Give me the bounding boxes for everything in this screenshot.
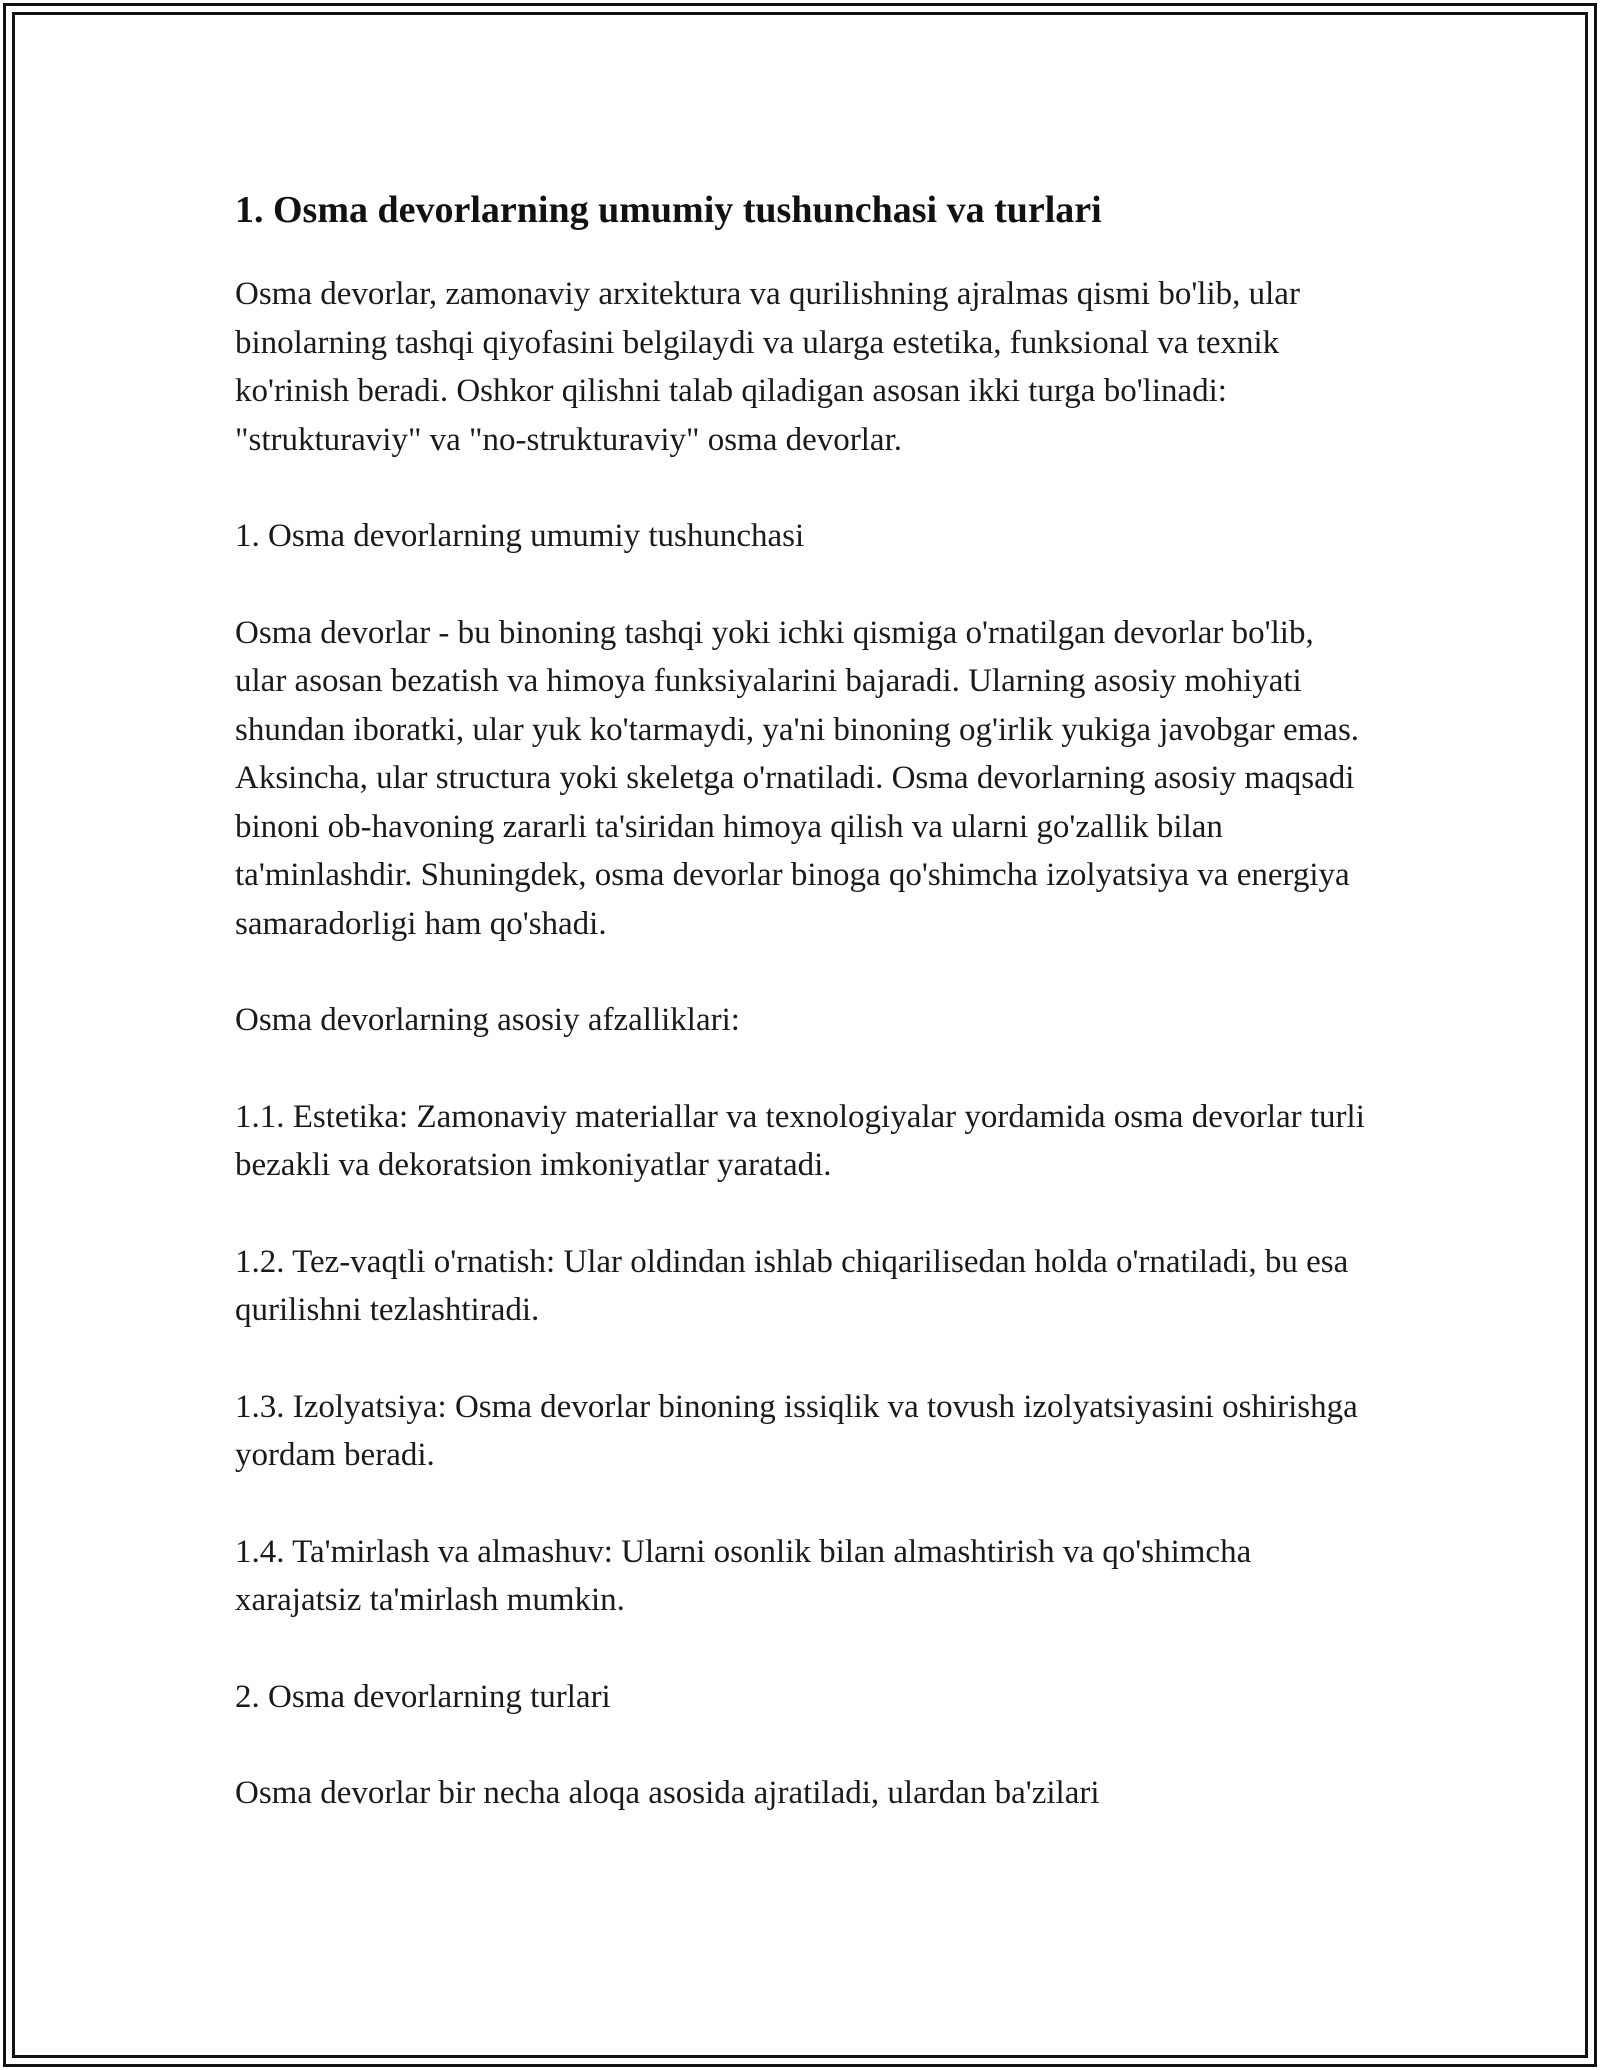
advantages-heading: Osma devorlarning asosiy afzalliklari: [235, 1002, 740, 1038]
advantage-item-insulation: 1.3. Izolyatsiya: Osma devorlar binoning issiqlik va tovush izolyatsiyasini oshirishga yordam beradi. [235, 1388, 1358, 1473]
types-intro-paragraph: Osma devorlar bir necha aloqa asosida ajratiladi, ulardan ba'zilari [235, 1775, 1100, 1811]
document-body [235, 186, 1365, 1866]
section-heading-general-concept: 1. Osma devorlarning umumiy tushunchasi [235, 518, 805, 554]
advantage-item-repair: 1.4. Ta'mirlash va almashuv: Ularni osonlik bilan almashtirish va qo'shimcha xarajatsiz ta'mirlash mumkin. [235, 1533, 1252, 1618]
section-heading-types: 2. Osma devorlarning turlari [235, 1678, 611, 1715]
intro-paragraph: Osma devorlar, zamonaviy arxitektura va qurilishning ajralmas qismi bo'lib, ular binolarning tashqi qiyofasini belgilaydi va ularga estetika, funksional va texnik ko'rinish beradi. Oshkor qilishni talab qiladigan asosan ikki turga bo'linadi: "strukturaviy" va "no-strukturaviy" osma devorlar. [235, 276, 1300, 458]
advantage-item-fast-installation: 1.2. Tez-vaqtli o'rnatish: Ular oldindan ishlab chiqarilisedan holda o'rnatiladi, bu esa qurilishni tezlashtiradi. [235, 1243, 1349, 1328]
definition-paragraph: Osma devorlar - bu binoning tashqi yoki ichki qismiga o'rnatilgan devorlar bo'lib, ular asosan bezatish va himoya funksiyalarini bajaradi. Ularning asosiy mohiyati shundan iboratki, ular yuk ko'tarmaydi, ya'ni binoning og'irlik yukiga javobgar emas. Aksincha, ular structura yoki skeletga o'rnatiladi. Osma devorlarning asosiy maqsadi binoni ob-havoning zararli ta'siridan himoya qilish va ularni go'zallik bilan ta'minlashdir. Shuningdek, osma devorlar binoga qo'shimcha izolyatsiya va energiya samaradorligi ham qo'shadi. [235, 614, 1360, 942]
advantage-item-aesthetics: 1.1. Estetika: Zamonaviy materiallar va texnologiyalar yordamida osma devorlar turli bezakli va dekoratsion imkoniyatlar yaratadi. [235, 1098, 1365, 1183]
document-title: 1. Osma devorlarning umumiy tushunchasi va turlari [235, 189, 1102, 231]
